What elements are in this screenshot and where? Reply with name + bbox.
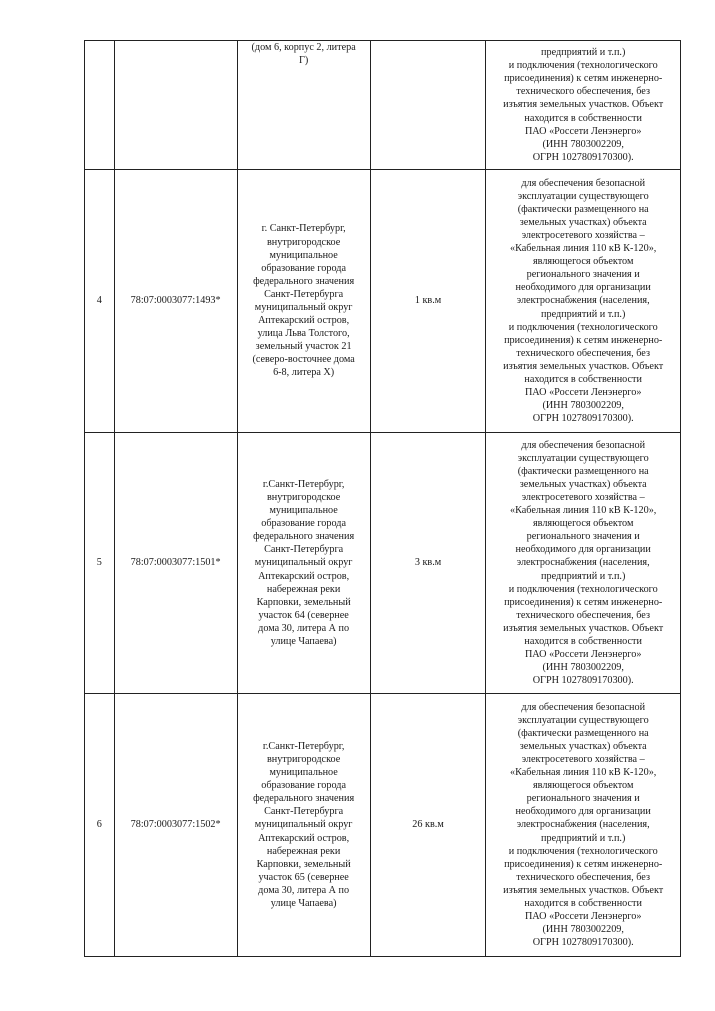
purpose-line: и подключения (технологического bbox=[508, 583, 658, 595]
address-line: улице Чапаева) bbox=[270, 636, 337, 648]
address-line: муниципальное bbox=[269, 249, 338, 261]
address-line: образование города bbox=[261, 518, 346, 530]
address-line: муниципальный округ bbox=[254, 302, 353, 313]
purpose-line: присоединения) к сетям инженерно- bbox=[504, 334, 663, 346]
purpose-cell bbox=[486, 170, 681, 433]
row-number-cell: 5 bbox=[85, 433, 115, 694]
address-line: 6-8, литера Х) bbox=[273, 367, 335, 379]
purpose-line: необходимого для организации bbox=[515, 806, 651, 818]
purpose-line: (ИНН 7803002209, bbox=[542, 400, 624, 412]
area-cell: 1 кв.м bbox=[370, 170, 486, 433]
address-line: Аптекарский остров, bbox=[258, 832, 350, 844]
address-line: Санкт-Петербурга bbox=[264, 288, 344, 300]
purpose-line: электроснабжения (населения, bbox=[516, 819, 650, 831]
address-line: (северо-восточнее дома bbox=[252, 354, 355, 366]
table-row bbox=[85, 170, 681, 433]
purpose-line: для обеспечения безопасной bbox=[521, 701, 646, 713]
purpose-line: находится в собственности bbox=[524, 374, 642, 386]
purpose-line: «Кабельная линия 110 кВ К-120», bbox=[510, 505, 657, 517]
purpose-line: и подключения (технологического bbox=[508, 321, 658, 333]
purpose-cell bbox=[486, 694, 681, 957]
row-number-cell bbox=[85, 41, 115, 170]
address-line: г.Санкт-Петербург, bbox=[262, 478, 345, 490]
purpose-line: технического обеспечения, без bbox=[516, 86, 650, 98]
purpose-line: для обеспечения безопасной bbox=[521, 439, 646, 451]
purpose-line: технического обеспечения, без bbox=[516, 347, 650, 359]
row-number-cell: 6 bbox=[85, 694, 115, 957]
address-line: (дом 6, корпус 2, литера bbox=[251, 42, 356, 53]
address-line: внутригородское bbox=[266, 753, 341, 765]
purpose-line: находится в собственности bbox=[524, 636, 642, 648]
purpose-line: «Кабельная линия 110 кВ К-120», bbox=[510, 243, 657, 255]
purpose-line: эксплуатации существующего bbox=[517, 714, 649, 726]
address-line: участок 65 (севернее bbox=[258, 871, 349, 883]
purpose-line: ОГРН 1027809170300). bbox=[532, 937, 634, 949]
address-cell bbox=[237, 433, 370, 694]
purpose-line: регионального значения и bbox=[526, 531, 640, 543]
purpose-line: (ИНН 7803002209, bbox=[542, 138, 624, 150]
purpose-line: (фактически размещенного на bbox=[517, 203, 649, 215]
purpose-line: ПАО «Россети Ленэнерго» bbox=[524, 911, 642, 923]
purpose-line: электросетевого хозяйства – bbox=[521, 753, 645, 765]
address-line: образование города bbox=[261, 262, 346, 274]
purpose-line: земельных участках) объекта bbox=[519, 478, 647, 490]
purpose-line: регионального значения и bbox=[526, 793, 640, 805]
purpose-line: присоединения) к сетям инженерно- bbox=[504, 858, 663, 870]
address-line: федерального значения bbox=[253, 793, 355, 805]
purpose-line: электросетевого хозяйства – bbox=[521, 229, 645, 241]
address-line: участок 64 (севернее bbox=[258, 609, 349, 621]
purpose-line: электросетевого хозяйства – bbox=[521, 491, 645, 503]
purpose-line: находится в собственности bbox=[524, 898, 642, 910]
purpose-line: эксплуатации существующего bbox=[517, 190, 649, 202]
address-line: федерального значения bbox=[253, 275, 355, 287]
purpose-line: изъятия земельных участков. Объект bbox=[503, 99, 664, 111]
address-line: муниципальный округ bbox=[254, 557, 353, 569]
purpose-line: технического обеспечения, без bbox=[516, 871, 650, 883]
purpose-line: электроснабжения (населения, bbox=[516, 295, 650, 307]
land-plots-table bbox=[84, 40, 681, 957]
address-line: Санкт-Петербурга bbox=[264, 544, 344, 556]
purpose-line: необходимого для организации bbox=[515, 282, 651, 294]
purpose-line: и подключения (технологического bbox=[508, 60, 658, 72]
cadastral-number-cell: 78:07:0003077:1501* bbox=[114, 433, 237, 694]
address-line: улице Чапаева) bbox=[270, 898, 337, 910]
purpose-line: присоединения) к сетям инженерно- bbox=[504, 73, 663, 85]
table-body bbox=[85, 41, 681, 957]
address-line: дома 30, литера А по bbox=[258, 884, 350, 896]
address-line: дома 30, литера А по bbox=[258, 622, 350, 634]
purpose-line: ОГРН 1027809170300). bbox=[532, 675, 634, 687]
address-line: муниципальное bbox=[269, 505, 338, 517]
purpose-line: необходимого для организации bbox=[515, 544, 651, 556]
address-line: Аптекарский остров, bbox=[258, 570, 350, 582]
purpose-line: ОГРН 1027809170300). bbox=[532, 151, 634, 163]
purpose-line: для обеспечения безопасной bbox=[521, 177, 646, 189]
purpose-line: и подключения (технологического bbox=[508, 845, 658, 857]
address-line: земельный участок 21 bbox=[255, 341, 352, 353]
purpose-line: технического обеспечения, без bbox=[516, 609, 650, 621]
address-line: федерального значения bbox=[253, 531, 355, 543]
purpose-line: (ИНН 7803002209, bbox=[542, 924, 624, 936]
address-line: улица Льва Толстого, bbox=[257, 328, 350, 340]
purpose-line: предприятий и т.п.) bbox=[541, 308, 626, 320]
purpose-line: предприятий и т.п.) bbox=[541, 832, 626, 844]
purpose-line: ПАО «Россети Ленэнерго» bbox=[524, 649, 642, 661]
purpose-line: изъятия земельных участков. Объект bbox=[503, 622, 664, 634]
purpose-line: (ИНН 7803002209, bbox=[542, 662, 624, 674]
purpose-line: ОГРН 1027809170300). bbox=[532, 413, 634, 425]
address-line: Г) bbox=[298, 55, 309, 67]
address-cell bbox=[237, 694, 370, 957]
area-cell: 3 кв.м bbox=[370, 433, 486, 694]
address-line: набережная реки bbox=[266, 583, 341, 595]
purpose-line: находится в собственности bbox=[524, 112, 642, 124]
address-line: внутригородское bbox=[266, 491, 341, 503]
address-line: Аптекарский остров, bbox=[258, 315, 350, 327]
address-cell bbox=[237, 170, 370, 433]
purpose-line: предприятий и т.п.) bbox=[541, 47, 626, 59]
purpose-line: ПАО «Россети Ленэнерго» bbox=[524, 125, 642, 137]
purpose-line: являющегося объектом bbox=[532, 518, 634, 530]
address-line: Карповки, земельный bbox=[256, 858, 351, 870]
table-row bbox=[85, 694, 681, 957]
purpose-line: (фактически размещенного на bbox=[517, 727, 649, 739]
purpose-cell bbox=[486, 41, 681, 170]
address-line: Санкт-Петербурга bbox=[264, 806, 344, 818]
cadastral-number-cell: 78:07:0003077:1493* bbox=[114, 170, 237, 433]
row-number-cell: 4 bbox=[85, 170, 115, 433]
purpose-line: земельных участках) объекта bbox=[519, 216, 647, 228]
purpose-line: предприятий и т.п.) bbox=[541, 570, 626, 582]
cadastral-number-cell bbox=[114, 41, 237, 170]
purpose-line: изъятия земельных участков. Объект bbox=[503, 884, 664, 896]
area-cell: 26 кв.м bbox=[370, 694, 486, 957]
purpose-line: «Кабельная линия 110 кВ К-120», bbox=[510, 767, 657, 779]
address-line: набережная реки bbox=[266, 845, 341, 857]
purpose-line: ПАО «Россети Ленэнерго» bbox=[524, 387, 642, 399]
purpose-line: (фактически размещенного на bbox=[517, 465, 649, 477]
purpose-line: электроснабжения (населения, bbox=[516, 557, 650, 569]
purpose-line: изъятия земельных участков. Объект bbox=[503, 360, 664, 372]
purpose-line: являющегося объектом bbox=[532, 256, 634, 268]
table-row bbox=[85, 433, 681, 694]
address-line: г.Санкт-Петербург, bbox=[262, 740, 345, 752]
purpose-line: регионального значения и bbox=[526, 269, 640, 281]
address-line: г. Санкт-Петербург, bbox=[261, 223, 346, 235]
purpose-line: эксплуатации существующего bbox=[517, 452, 649, 464]
address-line: Карповки, земельный bbox=[256, 596, 351, 608]
purpose-line: земельных участках) объекта bbox=[519, 740, 647, 752]
area-cell bbox=[370, 41, 486, 170]
address-line: образование города bbox=[261, 780, 346, 792]
table-row bbox=[85, 41, 681, 170]
purpose-line: присоединения) к сетям инженерно- bbox=[504, 596, 663, 608]
address-line: муниципальное bbox=[269, 767, 338, 779]
cadastral-number-cell: 78:07:0003077:1502* bbox=[114, 694, 237, 957]
address-line: муниципальный округ bbox=[254, 819, 353, 831]
purpose-line: являющегося объектом bbox=[532, 780, 634, 792]
address-cell bbox=[237, 41, 370, 170]
address-line: внутригородское bbox=[266, 236, 341, 248]
purpose-cell bbox=[486, 433, 681, 694]
